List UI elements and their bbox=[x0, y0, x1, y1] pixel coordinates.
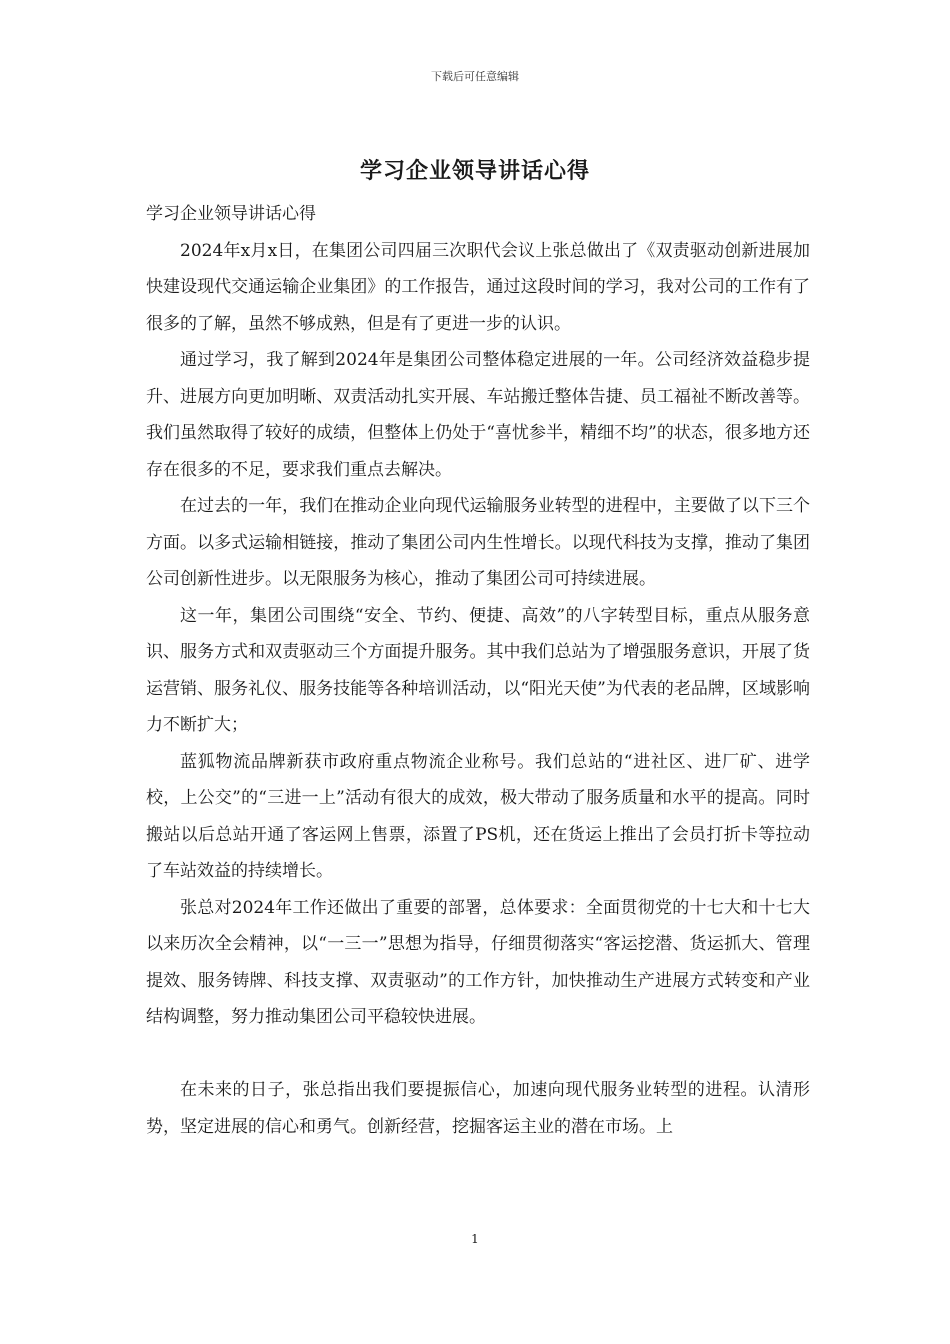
paragraph-4: 这一年，集团公司围绕“安全、节约、便捷、高效”的八字转型目标，重点从服务意识、服务方式和双责驱动三个方面提升服务。其中我们总站为了增强服务意识，开展了货运营销、服务礼仪、服务技能等各种培训活动，以“阳光天使”为代表的老品牌，区域影响力不断扩大； bbox=[146, 605, 810, 735]
paragraph-2: 通过学习，我了解到2024年是集团公司整体稳定进展的一年。公司经济效益稳步提升、进展方向更加明晰、双责活动扎实开展、车站搬迁整体告捷、员工福祉不断改善等。我们虽然取得了较好的成绩，但整体上仍处于“喜忧参半，精细不均”的状态，很多地方还存在很多的不足，要求我们重点去解决。 bbox=[146, 350, 810, 480]
page-number: 1 bbox=[471, 1232, 479, 1246]
paragraph-5: 蓝狐物流品牌新获市政府重点物流企业称号。我们总站的“进社区、进厂矿、进学校，上公交”的“三进一上”活动有很大的成效，极大带动了服务质量和水平的提高。同时搬站以后总站开通了客运网上售票，添置了PS机，还在货运上推出了会员打折卡等拉动了车站效益的持续增长。 bbox=[146, 751, 810, 881]
paragraph-6: 张总对2024年工作还做出了重要的部署，总体要求：全面贯彻党的十七大和十七大以来历次全会精神，以“一三一”思想为指导，仔细贯彻落实“客运挖潜、货运抓大、管理提效、服务铸牌、科技支撑、双责驱动”的工作方针，加快推动生产进展方式转变和产业结构调整，努力推动集团公司平稳较快进展。 bbox=[146, 897, 810, 1027]
paragraph-7: 在未来的日子，张总指出我们要提振信心，加速向现代服务业转型的进程。认清形势，坚定进展的信心和勇气。创新经营，挖掘客运主业的潜在市场。上 bbox=[146, 1080, 810, 1137]
paragraph-3: 在过去的一年，我们在推动企业向现代运输服务业转型的进程中，主要做了以下三个方面。以多式运输相链接，推动了集团公司内生性增长。以现代科技为支撑，推动了集团公司创新性进步。以无限服务为核心，推动了集团公司可持续进展。 bbox=[146, 496, 810, 589]
paragraph-gap bbox=[146, 1036, 810, 1073]
subtitle: 学习企业领导讲话心得 bbox=[146, 204, 316, 224]
paragraph-1: 2024年x月x日，在集团公司四届三次职代会议上张总做出了《双责驱动创新进展加快建设现代交通运输企业集团》的工作报告，通过这段时间的学习，我对公司的工作有了很多的了解，虽然不够成熟，但是有了更进一步的认识。 bbox=[146, 240, 810, 334]
document-title: 学习企业领导讲话心得 bbox=[359, 158, 590, 184]
header-note: 下载后可任意编辑 bbox=[431, 70, 519, 83]
document-body bbox=[146, 196, 810, 1145]
